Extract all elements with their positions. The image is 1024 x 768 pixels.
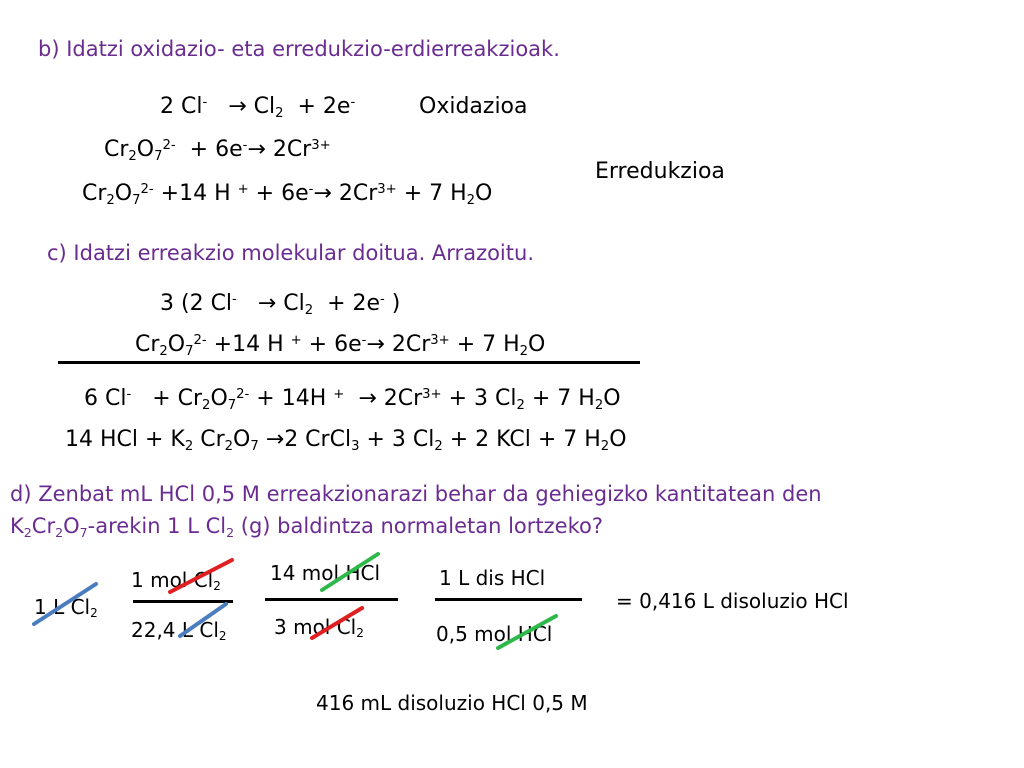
reduction-label: Erredukzioa (595, 159, 725, 184)
strike-f2-den-cl2-red (312, 608, 362, 638)
reduction-half-reaction-balanced: $Cr_2O_7^{2-} +14$ H $^+ + 6e^-\to 2Cr^{3+} + 7$ $H_2O$ (82, 181, 493, 208)
molecular-equation: 14 HCl + $K_2$ $Cr_2O_7 \to 2$ CrCl$_3$ + 3 $Cl_2 + 2$ KCl + 7 $H_2O$ (65, 427, 627, 454)
ionic-equation: 6 $Cl^- + Cr_2O_7^{2-} + 14H$ $^+ \to 2Cr^{3+} + 3$ $Cl_2 + 7$ $H_2O$ (84, 386, 621, 413)
factor1-denominator: 22,4 L $Cl_2$ (131, 618, 227, 644)
strike-f1-den-l-blue (180, 604, 226, 636)
start-quantity: 1 L $Cl_2$ (34, 595, 98, 621)
strike-f3-den-hcl-green (498, 616, 556, 648)
reduction-half-reaction-unbalanced: $Cr_2O_7^{2-} + 6e^-\to 2Cr^{3+}$ (104, 137, 331, 164)
section-d-question-line1: d) Zenbat mL HCl 0,5 M erreakzionarazi behar da gehiegizko kantitatean den (10, 482, 822, 506)
section-b-heading: b) Idatzi oxidazio- eta erredukzio-erdierreakzioak. (38, 37, 560, 61)
reduction-balanced-repeat: $Cr_2O_7^{2-} +14$ H $^+ + 6e^-\to 2Cr^{3+} + 7$ $H_2O$ (135, 332, 546, 359)
final-answer: 416 mL disoluzio HCl 0,5 M (316, 691, 588, 715)
strike-f1-num-cl2-red (170, 560, 232, 592)
section-c-heading: c) Idatzi erreakzio molekular doitua. Arrazoitu. (47, 241, 534, 265)
factor2-denominator: 3 mol $Cl_2$ (274, 615, 364, 641)
oxidation-half-reaction: 2 $Cl^- \to Cl_2 + 2e^-$ (160, 94, 356, 121)
factor1-numerator: 1 mol $Cl_2$ (131, 568, 221, 594)
factor3-numerator: 1 L dis HCl (439, 566, 546, 590)
result-value: = 0,416 L disoluzio HCl (616, 589, 849, 613)
factor3-denominator: 0,5 mol HCl (436, 622, 553, 646)
oxidation-label: Oxidazioa (419, 94, 528, 119)
section-d-question-line2: $K_2Cr_2O_7$-arekin 1 L $Cl_2$ (g) baldintza normaletan lortzeko? (10, 514, 603, 540)
strike-start-cl2-blue (34, 584, 96, 624)
oxidation-times-three: 3 (2 $Cl^- \to Cl_2 + 2e^-$ ) (160, 291, 401, 318)
factor2-numerator: 14 mol HCl (270, 561, 380, 585)
strike-f2-num-hcl-green (322, 554, 378, 590)
